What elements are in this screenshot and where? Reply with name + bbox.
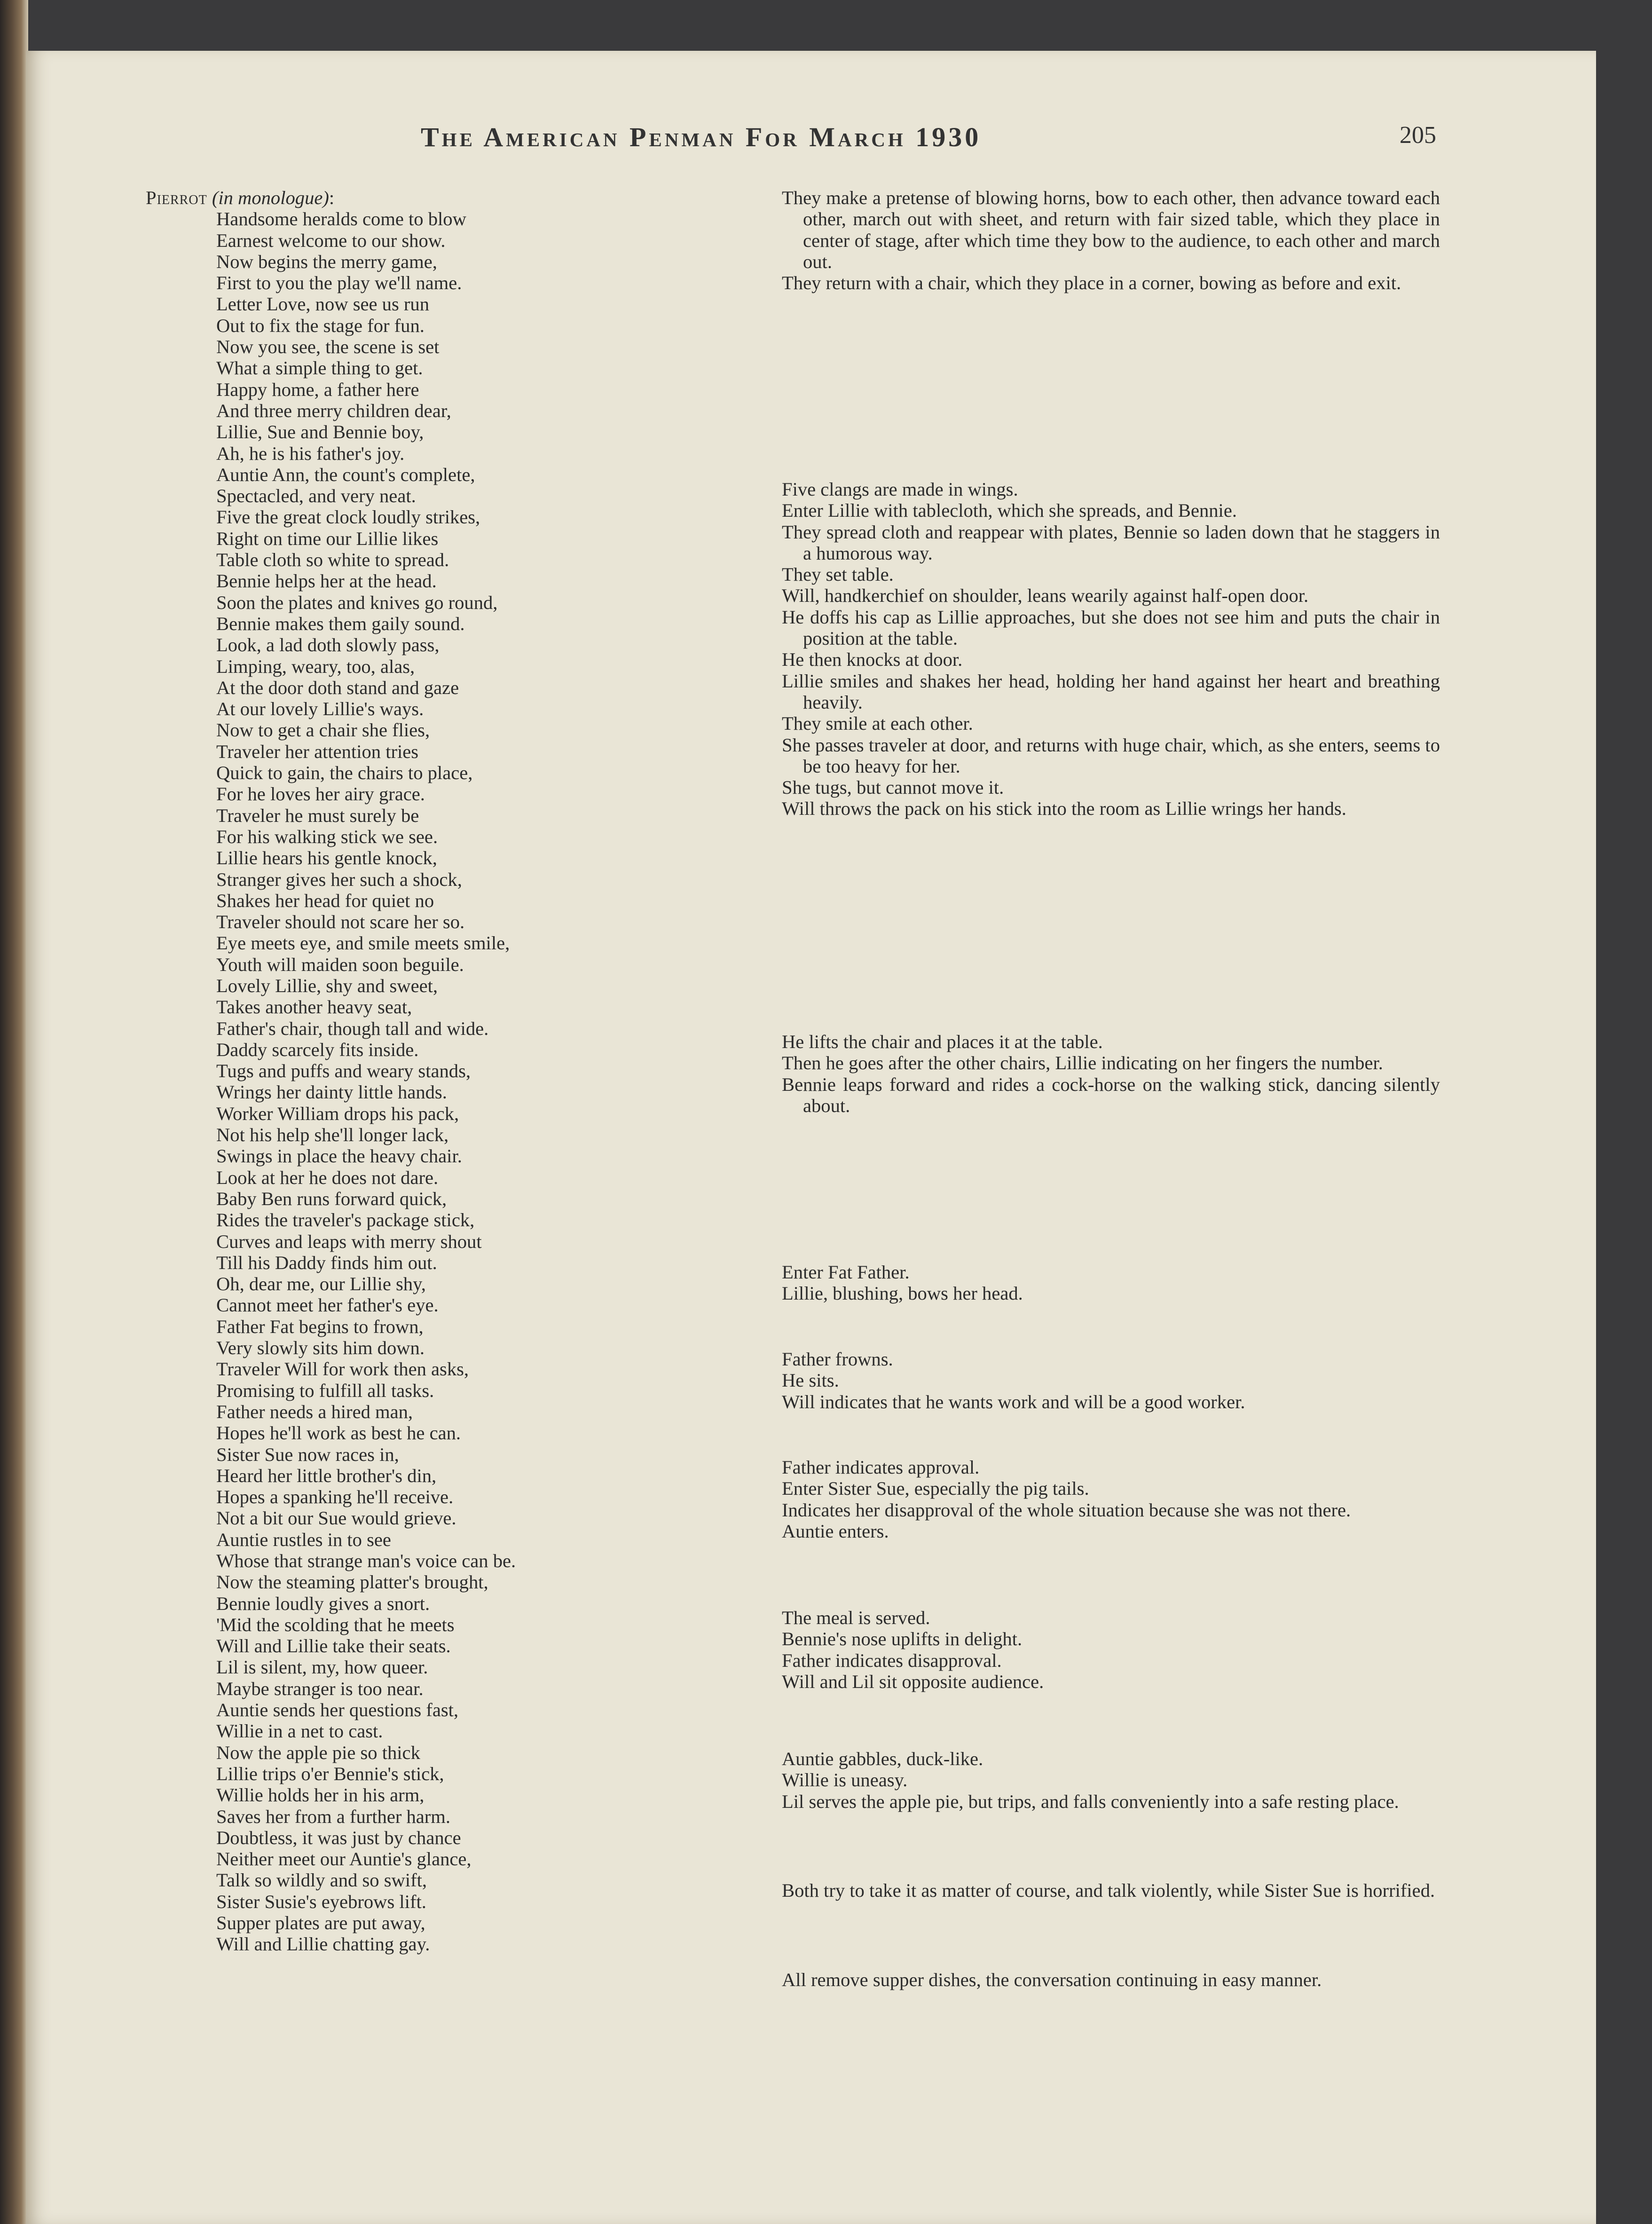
verse-line: Ah, he is his father's joy. (216, 442, 405, 464)
verse-line: Lillie, Sue and Bennie boy, (216, 421, 424, 443)
verse-line: Oh, dear me, our Lillie shy, (216, 1273, 426, 1295)
stage-direction: He sits. (782, 1370, 839, 1391)
verse-line: Takes another heavy seat, (216, 996, 412, 1018)
verse-line: Traveler Will for work then asks, (216, 1358, 469, 1380)
verse-line: Lil is silent, my, how queer. (216, 1656, 428, 1678)
verse-line: Tugs and puffs and weary stands, (216, 1060, 471, 1082)
stage-direction: Indicates her disapproval of the whole situation because she was not there. (782, 1499, 1351, 1521)
stage-direction-group (782, 1607, 1440, 1692)
stage-direction: Father indicates disapproval. (782, 1649, 1002, 1671)
magazine-page (26, 51, 1596, 2224)
verse-line: At the door doth stand and gaze (216, 677, 459, 698)
stage-direction: Lillie, blushing, bows her head. (782, 1283, 1023, 1304)
verse-line: Auntie sends her questions fast, (216, 1699, 459, 1721)
stage-direction: Lil serves the apple pie, but trips, and falls conveniently into a safe resting place. (782, 1790, 1399, 1812)
stage-direction: Five clangs are made in wings. (782, 479, 1018, 500)
verse-line: Not a bit our Sue would grieve. (216, 1507, 456, 1529)
verse-line: Table cloth so white to spread. (216, 549, 449, 571)
verse-line: Whose that strange man's voice can be. (216, 1550, 516, 1571)
stage-direction: Lillie smiles and shakes her head, holding her hand against her heart and breathing heavily. (782, 670, 1440, 713)
verse-line: Cannot meet her father's eye. (216, 1294, 439, 1316)
stage-direction-group (782, 1969, 1440, 1990)
stage-direction: They make a pretense of blowing horns, bow to each other, then advance toward each other, march out with sheet, and return with fair sized table, which they place in center of stage, after which time they bow to the audience, to each other and march out. (782, 187, 1440, 272)
stage-direction: Father indicates approval. (782, 1457, 980, 1478)
stage-direction: They return with a chair, which they place in a corner, bowing as before and exit. (782, 272, 1401, 294)
verse-line: Now to get a chair she flies, (216, 719, 430, 741)
verse-line: Bennie helps her at the head. (216, 570, 437, 592)
verse-line: Earnest welcome to our show. (216, 229, 446, 251)
speaker-name: Pierrot (146, 187, 207, 208)
stage-direction: Enter Lillie with tablecloth, which she spreads, and Bennie. (782, 500, 1237, 521)
verse-line: Worker William drops his pack, (216, 1103, 459, 1124)
stage-direction: Both try to take it as matter of course, and talk violently, while Sister Sue is horrified. (782, 1880, 1435, 1901)
speaker-heading (146, 187, 757, 208)
verse-line: Lovely Lillie, shy and sweet, (216, 975, 438, 996)
verse-line: Look at her he does not dare. (216, 1167, 439, 1188)
verse-line: Willie holds her in his arm, (216, 1784, 425, 1806)
verse-line: Promising to fulfill all tasks. (216, 1380, 434, 1401)
stage-direction-group (782, 479, 1440, 820)
page-number: 205 (1400, 122, 1436, 149)
stage-direction: Will and Lil sit opposite audience. (782, 1671, 1044, 1692)
verse-line: Quick to gain, the chairs to place, (216, 762, 473, 784)
verse-line: Will and Lillie take their seats. (216, 1635, 451, 1657)
verse-line: Traveler her attention tries (216, 741, 419, 762)
verse-line: Rides the traveler's package stick, (216, 1209, 475, 1231)
verse-line: Now the apple pie so thick (216, 1742, 420, 1763)
stage-direction: The meal is served. (782, 1607, 930, 1628)
verse-line: Father needs a hired man, (216, 1401, 413, 1422)
stage-direction: Auntie gabbles, duck-like. (782, 1748, 983, 1769)
verse-line: Hopes a spanking he'll receive. (216, 1486, 454, 1508)
verse-line: Lillie hears his gentle knock, (216, 847, 437, 869)
verse-line: Stranger gives her such a shock, (216, 868, 462, 890)
verse-line: Heard her little brother's din, (216, 1465, 437, 1486)
stage-direction: Bennie leaps forward and rides a cock-horse on the walking stick, dancing silently about. (782, 1073, 1440, 1116)
verse-line: Letter Love, now see us run (216, 293, 429, 315)
verse-line: Handsome heralds come to blow (216, 208, 466, 230)
stage-direction: Enter Sister Sue, especially the pig tails. (782, 1478, 1089, 1499)
stage-direction: Bennie's nose uplifts in delight. (782, 1628, 1023, 1650)
stage-direction-group (782, 1748, 1440, 1812)
stage-direction-group (782, 187, 1440, 293)
page-header (26, 121, 1596, 164)
verse-line: Happy home, a father here (216, 379, 419, 400)
stage-direction-group (782, 1880, 1440, 1901)
stage-direction-group (782, 1349, 1440, 1412)
stage-direction: Willie is uneasy. (782, 1769, 908, 1791)
stage-direction: They set table. (782, 564, 894, 585)
verse-line: Wrings her dainty little hands. (216, 1081, 447, 1103)
stage-direction: Enter Fat Father. (782, 1262, 910, 1283)
verse-line: Five the great clock loudly strikes, (216, 506, 480, 528)
book-spine (0, 0, 28, 2224)
verse-line: Saves her from a further harm. (216, 1806, 451, 1827)
speaker-colon: : (329, 187, 335, 208)
verse-line: Bennie makes them gaily sound. (216, 613, 465, 634)
verse-line: Father's chair, though tall and wide. (216, 1017, 489, 1039)
stage-direction: He lifts the chair and places it at the table. (782, 1031, 1103, 1052)
verse-line: Not his help she'll longer lack, (216, 1124, 449, 1146)
stage-direction: Will indicates that he wants work and will be a good worker. (782, 1391, 1245, 1412)
verse-line: Willie in a net to cast. (216, 1720, 383, 1742)
stage-direction: Will, handkerchief on shoulder, leans wearily against half-open door. (782, 585, 1309, 607)
verse-line: Look, a lad doth slowly pass, (216, 634, 440, 656)
verse-line: 'Mid the scolding that he meets (216, 1614, 455, 1635)
stage-direction: Will throws the pack on his stick into the room as Lillie wrings her hands. (782, 798, 1346, 820)
running-head-title: The American Penman For March 1930 (421, 122, 982, 152)
verse-line: Shakes her head for quiet no (216, 890, 434, 911)
verse-line: Traveler he must surely be (216, 804, 419, 826)
stage-direction: He doffs his cap as Lillie approaches, but she does not see him and puts the chair in position at the table. (782, 606, 1440, 649)
verse-line: Doubtless, it was just by chance (216, 1827, 461, 1848)
verse-line: Now begins the merry game, (216, 251, 437, 272)
verse-line: Supper plates are put away, (216, 1912, 425, 1934)
monologue-verse (146, 208, 757, 1955)
verse-line: Hopes he'll work as best he can. (216, 1422, 461, 1444)
stage-direction: She tugs, but cannot move it. (782, 777, 1004, 798)
verse-line: Now you see, the scene is set (216, 336, 440, 358)
verse-line: Neither meet our Auntie's glance, (216, 1848, 472, 1870)
verse-line: Traveler should not scare her so. (216, 911, 465, 933)
verse-line: At our lovely Lillie's ways. (216, 698, 424, 720)
verse-line: Will and Lillie chatting gay. (216, 1933, 430, 1955)
verse-line: Youth will maiden soon beguile. (216, 954, 464, 975)
stage-direction: Father frowns. (782, 1349, 893, 1370)
verse-line: Spectacled, and very neat. (216, 485, 416, 507)
stage-direction: Auntie enters. (782, 1520, 889, 1542)
verse-line: Maybe stranger is too near. (216, 1678, 424, 1699)
verse-line: Eye meets eye, and smile meets smile, (216, 932, 510, 954)
verse-line: Soon the plates and knives go round, (216, 591, 498, 613)
stage-direction: He then knocks at door. (782, 649, 963, 670)
verse-line: Curves and leaps with merry shout (216, 1230, 482, 1252)
monologue-column (146, 187, 757, 1955)
verse-line: First to you the play we'll name. (216, 272, 462, 294)
verse-line: Talk so wildly and so swift, (216, 1869, 427, 1891)
verse-line: Father Fat begins to frown, (216, 1316, 424, 1337)
verse-line: Very slowly sits him down. (216, 1337, 425, 1359)
stage-direction: Then he goes after the other chairs, Lillie indicating on her fingers the number. (782, 1052, 1383, 1074)
stage-direction-group (782, 1457, 1440, 1542)
stage-direction-group (782, 1031, 1440, 1116)
verse-line: For he loves her airy grace. (216, 783, 425, 805)
verse-line: For his walking stick we see. (216, 826, 438, 847)
verse-line: Limping, weary, too, alas, (216, 655, 415, 677)
verse-line: Swings in place the heavy chair. (216, 1145, 462, 1167)
verse-line: Sister Sue now races in, (216, 1443, 399, 1465)
verse-line: And three merry children dear, (216, 400, 451, 421)
speaker-note: (in monologue) (212, 187, 329, 208)
verse-line: Auntie Ann, the count's complete, (216, 464, 475, 485)
verse-line: Out to fix the stage for fun. (216, 315, 425, 336)
verse-line: Now the steaming platter's brought, (216, 1571, 488, 1593)
stage-direction: All remove supper dishes, the conversation continuing in easy manner. (782, 1969, 1322, 1990)
verse-line: Daddy scarcely fits inside. (216, 1039, 419, 1060)
verse-line: Right on time our Lillie likes (216, 528, 439, 549)
stage-direction: They spread cloth and reappear with plates, Bennie so laden down that he staggers in a humorous way. (782, 521, 1440, 564)
verse-line: Lillie trips o'er Bennie's stick, (216, 1763, 444, 1784)
verse-line: Bennie loudly gives a snort. (216, 1593, 430, 1614)
stage-direction: They smile at each other. (782, 713, 973, 734)
verse-line: Baby Ben runs forward quick, (216, 1188, 447, 1209)
verse-line: What a simple thing to get. (216, 357, 423, 379)
verse-line: Till his Daddy finds him out. (216, 1252, 437, 1273)
stage-direction-group (782, 1262, 1440, 1304)
stage-direction: She passes traveler at door, and returns with huge chair, which, as she enters, seems to be too heavy for her. (782, 734, 1440, 777)
verse-line: Sister Susie's eyebrows lift. (216, 1891, 426, 1912)
verse-line: Auntie rustles in to see (216, 1529, 391, 1550)
